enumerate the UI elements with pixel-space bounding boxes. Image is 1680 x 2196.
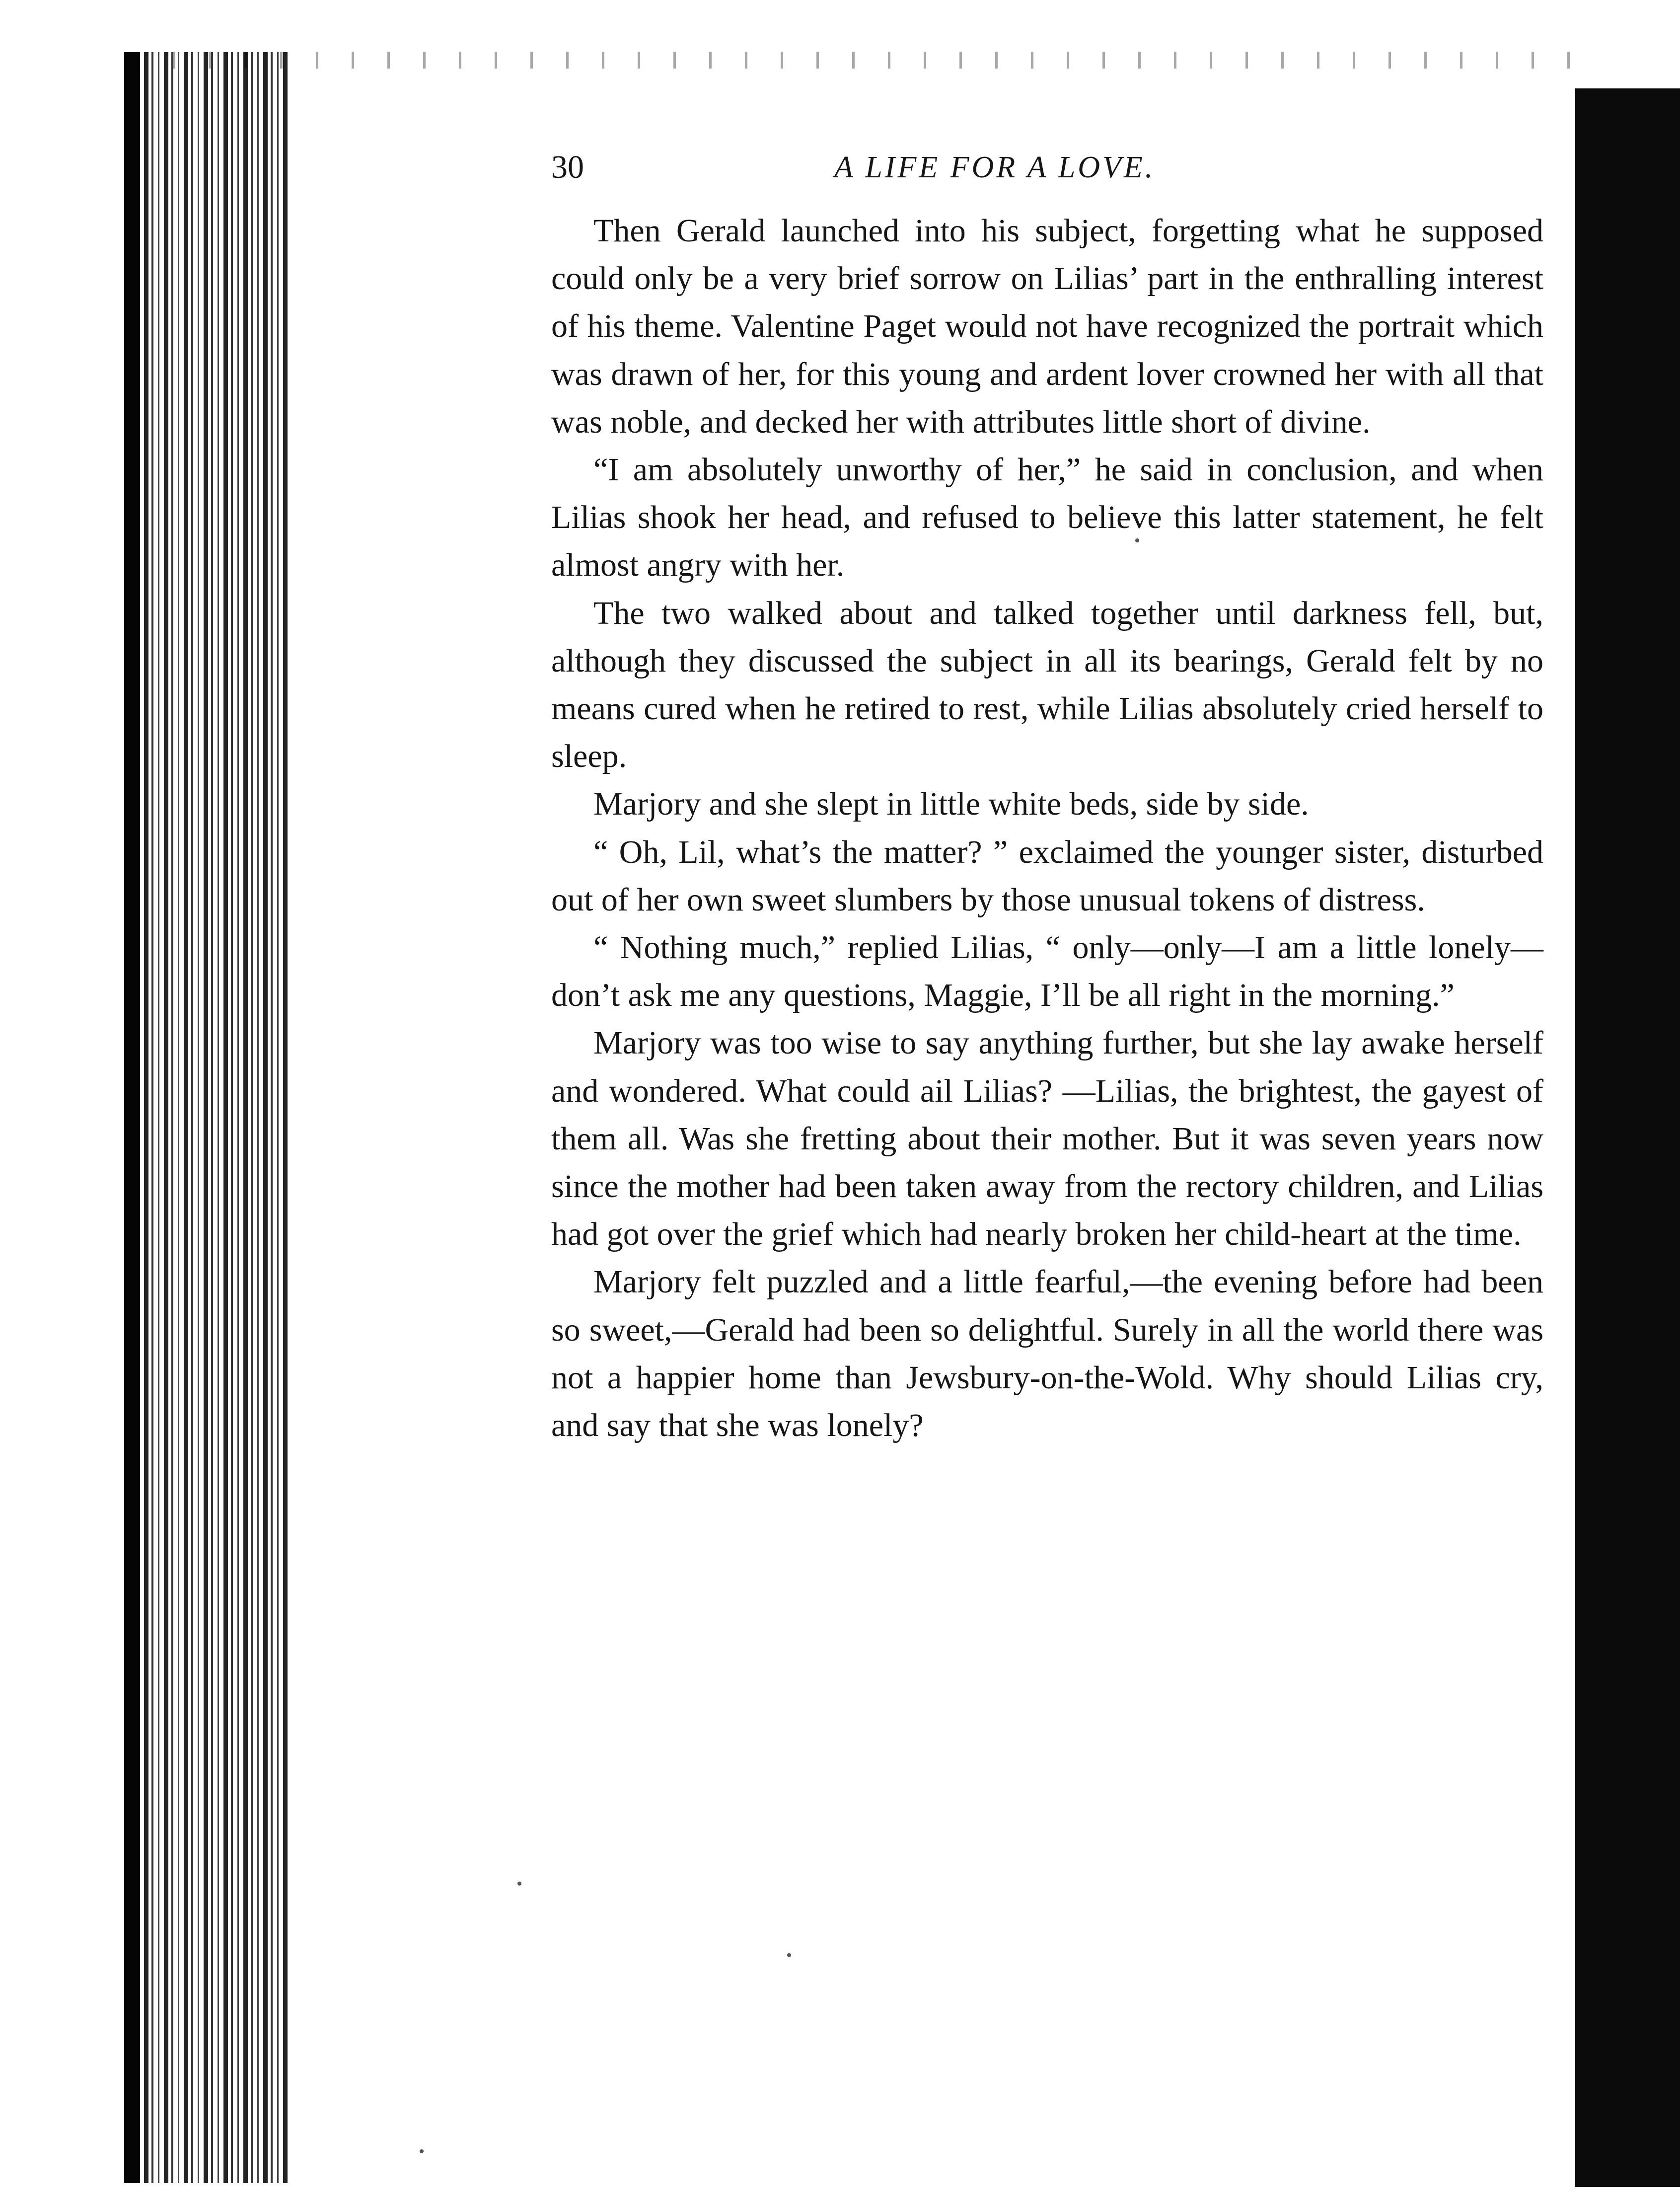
scan-speck <box>517 1882 521 1886</box>
left-binding-shadow <box>124 52 140 2183</box>
top-scan-noise <box>124 52 1599 69</box>
body-text <box>551 207 1543 1449</box>
running-title: A LIFE FOR A LOVE. <box>834 151 1156 184</box>
paragraph: Then Gerald launched into his subject, forgetting what he supposed could only be a very brief sorrow on Lilias’ part in the enthralling interest of his theme. Valentine Paget would not have recognized the portrait which was drawn of her, for this young and ardent lover crowned her with all that was noble, and decked her with attributes little short of divine. <box>551 213 1543 440</box>
paragraph: The two walked about and talked together until darkness fell, but, although they discussed the subject in all its bearings, Gerald felt by no means cured when he retired to rest, while Lilias absolutely cried herself to sleep. <box>551 595 1543 775</box>
scan-speck <box>787 1953 791 1957</box>
right-scan-shadow <box>1575 88 1680 2187</box>
paragraph: “ Nothing much,” replied Lilias, “ only—only—I am a little lonely—don’t ask me any questions, Maggie, I’ll be all right in the morning.” <box>551 929 1543 1014</box>
paragraph: “I am absolutely unworthy of her,” he said in conclusion, and when Lilias shook her head, and refused to believe this latter statement, he felt almost angry with her. <box>551 452 1543 584</box>
paragraph: “ Oh, Lil, what’s the matter? ” exclaimed the younger sister, disturbed out of her own sweet slumbers by those unusual tokens of distress. <box>551 833 1543 918</box>
paragraph: Marjory and she slept in little white beds, side by side. <box>593 786 1309 823</box>
scan-speck <box>420 2149 424 2153</box>
paragraph: Marjory felt puzzled and a little fearful,—the evening before had been so sweet,—Gerald had been so delightful. Surely in all the world there was not a happier home than Jewsbury-on-the-Wold. Why should Lilias cry, and say that she was lonely? <box>551 1264 1543 1444</box>
page-content <box>551 137 1549 1895</box>
page-number: 30 <box>551 149 584 185</box>
page-header <box>551 148 1543 192</box>
book-page-edges <box>124 52 288 2183</box>
paragraph: Marjory was too wise to say anything further, but she lay awake herself and wondered. What could ail Lilias? —Lilias, the brightest, the gayest of them all. Was she fretting about their mother. But it was seven years now since the mother had been taken away from the rectory children, and Lilias had got over the grief which had nearly broken her child-heart at the time. <box>551 1025 1543 1253</box>
